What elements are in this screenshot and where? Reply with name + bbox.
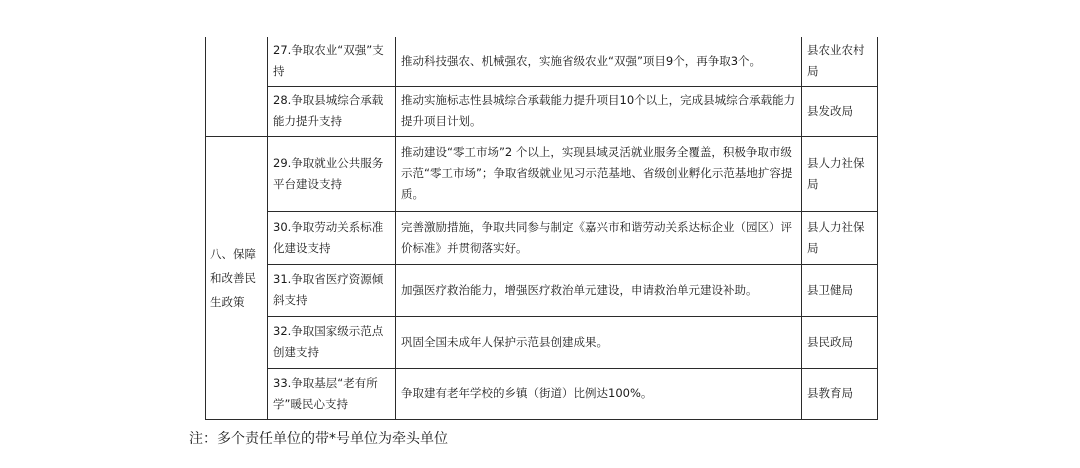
- content-cell: 加强医疗救治能力，增强医疗救治单元建设，申请救治单元建设补助。: [396, 264, 802, 316]
- policy-table: [205, 37, 878, 420]
- table-row: [206, 211, 878, 264]
- unit-cell: 县发改局: [802, 86, 878, 136]
- unit-cell: 县民政局: [802, 316, 878, 368]
- unit-cell: 县卫健局: [802, 264, 878, 316]
- item-cell: 32.争取国家级示范点创建支持: [268, 316, 396, 368]
- table-row: [206, 264, 878, 316]
- unit-cell: 县人力社保局: [802, 211, 878, 264]
- item-cell: 27.争取农业“双强”支持: [268, 37, 396, 86]
- table-row: [206, 37, 878, 86]
- unit-cell: 县教育局: [802, 368, 878, 419]
- content-cell: 推动科技强农、机械强农，实施省级农业“双强”项目9个，再争取3个。: [396, 37, 802, 86]
- item-cell: 29.争取就业公共服务平台建设支持: [268, 136, 396, 211]
- content-cell: 巩固全国未成年人保护示范县创建成果。: [396, 316, 802, 368]
- unit-cell: 县人力社保局: [802, 136, 878, 211]
- table-row: [206, 136, 878, 211]
- item-cell: 28.争取县城综合承载能力提升支持: [268, 86, 396, 136]
- item-cell: 30.争取劳动关系标准化建设支持: [268, 211, 396, 264]
- category-cell-continued: [206, 37, 268, 136]
- footnote: 注：多个责任单位的带*号单位为牵头单位: [189, 431, 448, 447]
- table-row: [206, 368, 878, 419]
- table-row: [206, 86, 878, 136]
- item-cell: 31.争取省医疗资源倾斜支持: [268, 264, 396, 316]
- content-cell: 推动实施标志性县城综合承载能力提升项目10个以上，完成县城综合承载能力提升项目计划。: [396, 86, 802, 136]
- content-cell: 推动建设“零工市场”2 个以上，实现县域灵活就业服务全覆盖，积极争取市级示范“零工市场”；争取省级就业见习示范基地、省级创业孵化示范基地扩容提质。: [396, 136, 802, 211]
- category-cell: 八、保障和改善民生政策: [206, 136, 268, 419]
- item-cell: 33.争取基层“老有所学”暖民心支持: [268, 368, 396, 419]
- content-cell: 争取建有老年学校的乡镇（街道）比例达100%。: [396, 368, 802, 419]
- unit-cell: 县农业农村局: [802, 37, 878, 86]
- content-cell: 完善激励措施，争取共同参与制定《嘉兴市和谐劳动关系达标企业（园区）评价标准》并贯彻落实好。: [396, 211, 802, 264]
- table-row: [206, 316, 878, 368]
